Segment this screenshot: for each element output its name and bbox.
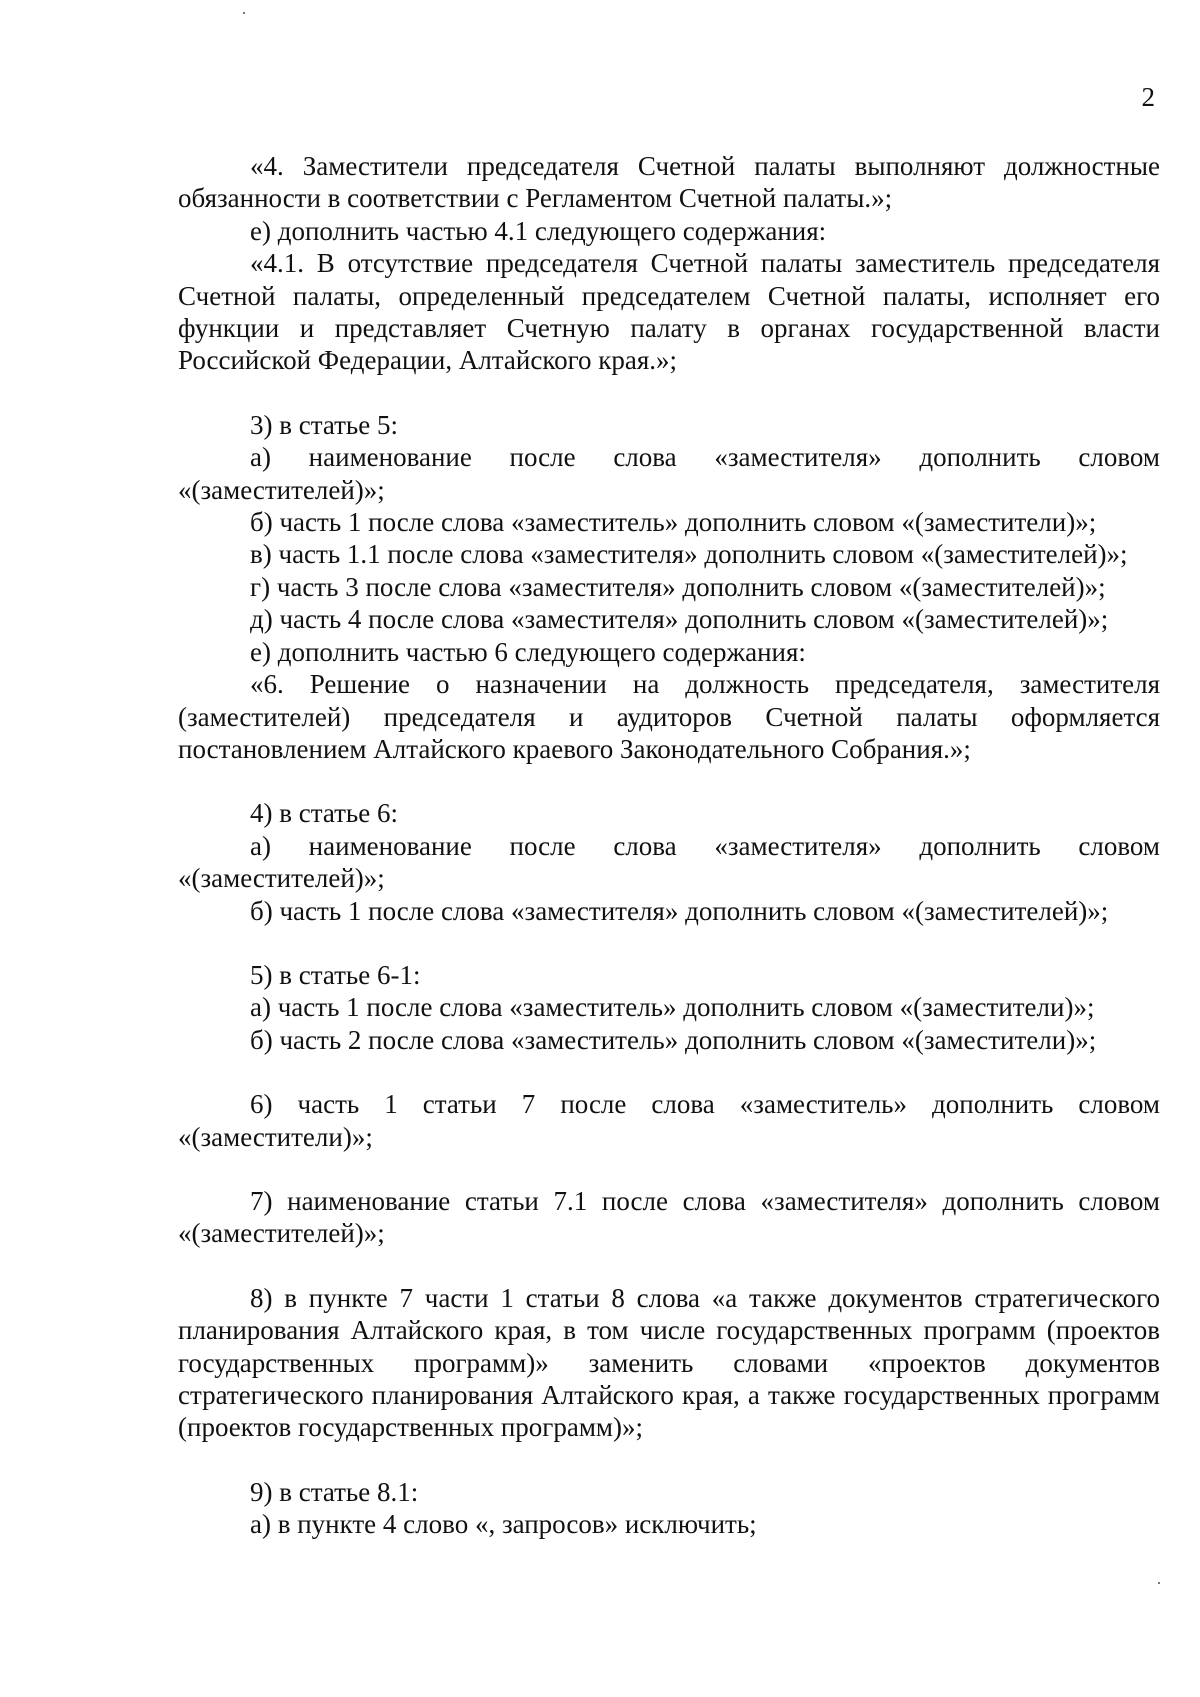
paragraph: 7) наименование статьи 7.1 после слова «заместителя» дополнить словом «(заместителей)»; (178, 1185, 1160, 1249)
paragraph: а) в пункте 4 слово «, запросов» исключить; (250, 1509, 757, 1540)
paragraph: б) часть 1 после слова «заместитель» дополнить словом «(заместители)»; (250, 507, 1097, 538)
paragraph: е) дополнить частью 6 следующего содержания: (250, 636, 806, 667)
scan-speck (243, 12, 245, 14)
paragraph: б) часть 1 после слова «заместителя» дополнить словом «(заместителей)»; (250, 895, 1109, 926)
paragraph: а) часть 1 после слова «заместитель» дополнить словом «(заместители)»; (250, 992, 1095, 1023)
paragraph: «4.1. В отсутствие председателя Счетной палаты заместитель председателя Счетной палаты, определенный председателем Счетной палаты, исполняет его функции и представляет Счетную палату в органах государственной власти Российской Федерации, Алтайского края.»; (178, 248, 1160, 376)
paragraph: 6) часть 1 статьи 7 после слова «заместитель» дополнить словом «(заместители)»; (178, 1089, 1160, 1152)
document-body (178, 150, 1160, 1541)
paragraph: 3) в статье 5: (250, 409, 398, 440)
scan-speck (1158, 1582, 1160, 1584)
paragraph: 5) в статье 6-1: (250, 959, 421, 990)
paragraph: е) дополнить частью 4.1 следующего содержания: (250, 215, 827, 246)
paragraph: 9) в статье 8.1: (250, 1476, 419, 1507)
paragraph: 8) в пункте 7 части 1 статьи 8 слова «а также документов стратегического планирования Алтайского края, в том числе государственных программ (проектов государственных программ)» заменить словами «проектов документов стратегического планирования Алтайского края, а также государственных программ (проектов государственных программ)»; (178, 1282, 1160, 1443)
paragraph: 4) в статье 6: (250, 798, 398, 829)
paragraph: «6. Решение о назначении на должность председателя, заместителя (заместителей) председателя и аудиторов Счетной палаты оформляется постановлением Алтайского краевого Законодательного Собрания.»; (178, 669, 1160, 764)
paragraph: в) часть 1.1 после слова «заместителя» дополнить словом «(заместителей)»; (250, 539, 1128, 570)
paragraph: г) часть 3 после слова «заместителя» дополнить словом «(заместителей)»; (250, 571, 1106, 602)
paragraph: а) наименование после слова «заместителя» дополнить словом «(заместителей)»; (178, 830, 1160, 894)
page-number: 2 (1141, 82, 1155, 112)
paragraph: б) часть 2 после слова «заместитель» дополнить словом «(заместители)»; (250, 1024, 1097, 1055)
paragraph: а) наименование после слова «заместителя» дополнить словом «(заместителей)»; (178, 442, 1160, 505)
paragraph: д) часть 4 после слова «заместителя» дополнить словом «(заместителей)»; (250, 604, 1109, 635)
paragraph: «4. Заместители председателя Счетной палаты выполняют должностные обязанности в соответствии с Регламентом Счетной палаты.»; (178, 151, 1160, 214)
